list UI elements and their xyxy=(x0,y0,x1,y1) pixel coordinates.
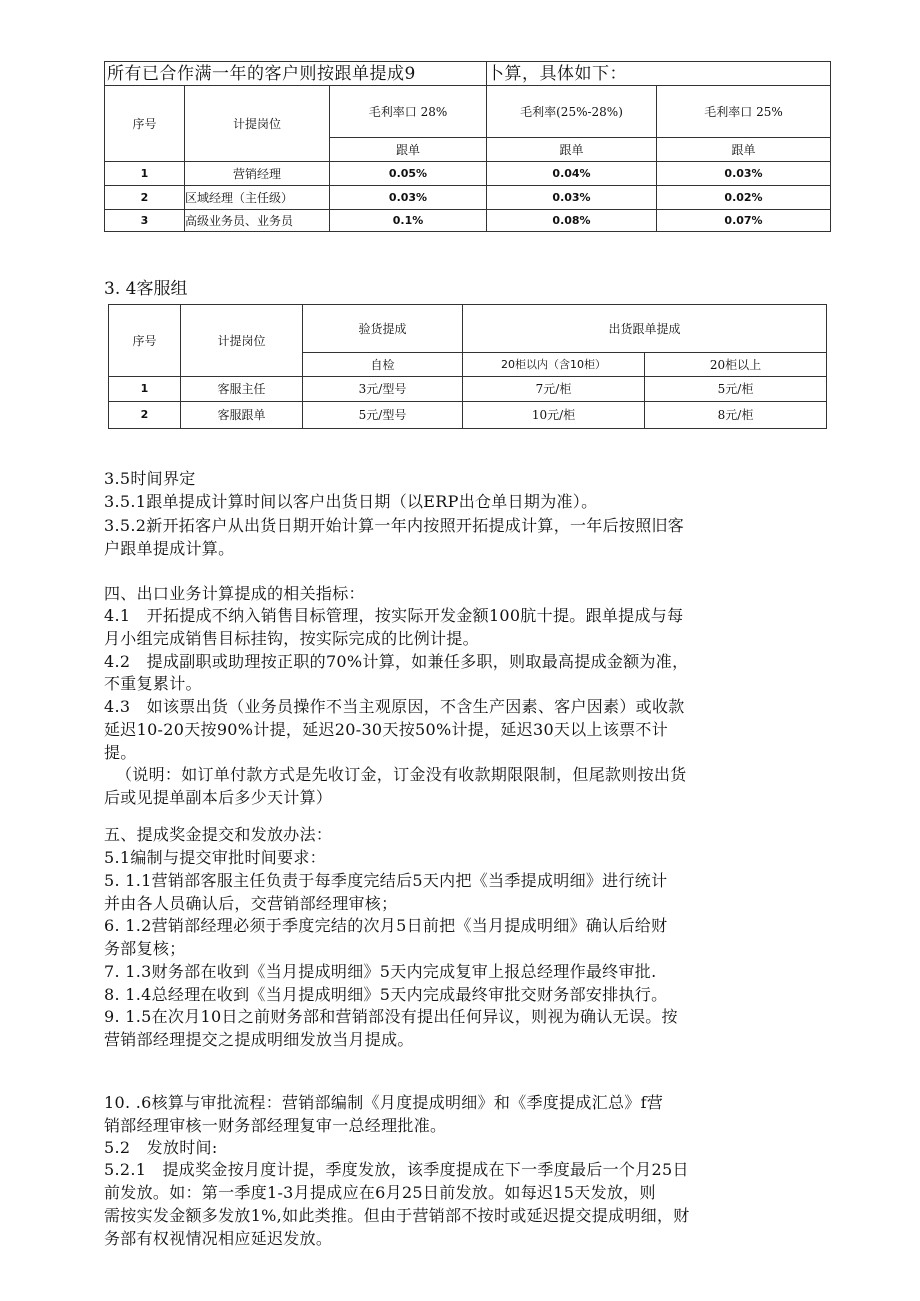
table1-cell-position: 区域经理（主任级） xyxy=(185,186,330,210)
table1-header-margin-high: 毛利率口 28% xyxy=(330,86,487,138)
paragraph-line: 月小组完成销售目标挂钩，按实际完成的比例计提。 xyxy=(104,629,479,648)
table1-cell-position: 营销经理 xyxy=(185,162,330,186)
table1-cell-value: 0.05% xyxy=(330,162,487,186)
table2-cell-value: 5元/柜 xyxy=(645,377,827,402)
table-row xyxy=(109,377,827,402)
table-row xyxy=(105,210,831,232)
table2-subheader-within-20: 20柜以内（含10柜） xyxy=(463,353,645,377)
paragraph-line: 5.2.1 提成奖金按月度计提，季度发放，该季度提成在下一季度最后一个月25日 xyxy=(104,1160,689,1179)
section-heading-time: 3.5时间界定 xyxy=(104,469,196,488)
table1-cell-seq: 3 xyxy=(105,210,185,232)
paragraph-line: 延迟10-20天按90%计提，延迟20-30天按50%计提，延迟30天以上该票不计 xyxy=(104,720,669,739)
table2-cell-seq: 2 xyxy=(109,402,181,429)
paragraph-line: 3.5.2新开拓客户从出货日期开始计算一年内按照开拓提成计算，一年后按照旧客 xyxy=(104,516,685,535)
table1-cell-position: 高级业务员、业务员 xyxy=(185,210,330,232)
paragraph-line: 3.5.1跟单提成计算时间以客户出货日期（以ERP出仓单日期为准）。 xyxy=(104,492,598,511)
table2-header-shipping: 出货跟单提成 xyxy=(463,305,827,353)
table1-cell-value: 0.04% xyxy=(487,162,657,186)
table1-cell-value: 0.03% xyxy=(657,162,831,186)
table1-caption-left: 所有已合作满一年的客户则按跟单提成9 xyxy=(105,62,487,86)
paragraph-line: 4.1 开拓提成不纳入销售目标管理，按实际开发金额100肮十提。跟单提成与每 xyxy=(104,606,684,625)
table2-cell-value: 5元/型号 xyxy=(303,402,463,429)
table2-cell-value: 8元/柜 xyxy=(645,402,827,429)
paragraph-line: 4.3 如该票出货（业务员操作不当主观原因，不含生产因素、客户因素）或收款 xyxy=(104,697,685,716)
table1-subheader: 跟单 xyxy=(487,138,657,162)
table1-header-margin-mid: 毛利率(25%-28%) xyxy=(487,86,657,138)
table1-header-position: 计提岗位 xyxy=(185,86,330,162)
table-row xyxy=(105,186,831,210)
table1-cell-value: 0.07% xyxy=(657,210,831,232)
paragraph-line: 需按实发金额多发放1%,如此类推。但由于营销部不按时或延迟提交提成明细，财 xyxy=(104,1206,690,1225)
paragraph-line: 10. .6核算与审批流程：营销部编制《月度提成明细》和《季度提成汇总》f营 xyxy=(104,1093,664,1112)
table1-cell-value: 0.03% xyxy=(330,186,487,210)
paragraph-line: 4.2 提成副职或助理按正职的70%计算，如兼任多职，则取最高提成金额为准， xyxy=(104,652,689,671)
table1-header-seq: 序号 xyxy=(105,86,185,162)
paragraph-line: 9. 1.5在次月10日之前财务部和营销部没有提出任何异议，则视为确认无误。按 xyxy=(104,1007,678,1026)
table1-cell-value: 0.03% xyxy=(487,186,657,210)
section-heading-bonus: 五、提成奖金提交和发放办法： xyxy=(104,825,333,844)
note-line: （说明：如订单付款方式是先收订金，订金没有收款期限限制，但尾款则按出货 xyxy=(116,765,687,784)
table-row xyxy=(109,402,827,429)
table2-header-position: 计提岗位 xyxy=(181,305,303,377)
table1-caption-right: 卜算，具体如下： xyxy=(487,62,831,86)
table1-subheader: 跟单 xyxy=(330,138,487,162)
section-heading-payout-time: 5.2 发放时间: xyxy=(104,1138,218,1157)
table2-cell-value: 10元/柜 xyxy=(463,402,645,429)
table1-cell-value: 0.08% xyxy=(487,210,657,232)
table2-cell-position: 客服跟单 xyxy=(181,402,303,429)
paragraph-line: 前发放。如：第一季度1-3月提成应在6月25日前发放。如每迟15天发放，则 xyxy=(104,1183,656,1202)
table1-cell-value: 0.1% xyxy=(330,210,487,232)
paragraph-line: 并由各人员确认后，交营销部经理审核； xyxy=(104,894,398,913)
paragraph-line: 户跟单提成计算。 xyxy=(104,539,235,558)
table2-cell-seq: 1 xyxy=(109,377,181,402)
table-row xyxy=(105,162,831,186)
table2-subheader-over-20: 20柜以上 xyxy=(645,353,827,377)
table2-header-seq: 序号 xyxy=(109,305,181,377)
table1-header-margin-low: 毛利率口 25% xyxy=(657,86,831,138)
paragraph-line: 务部复核； xyxy=(104,939,186,958)
commission-table-customer-service xyxy=(108,304,827,429)
paragraph-line: 6. 1.2营销部经理必须于季度完结的次月5日前把《当月提成明细》确认后给财 xyxy=(104,916,668,935)
paragraph-line: 销部经理审核一财务部经理复审一总经理批准。 xyxy=(104,1116,447,1135)
table1-cell-seq: 1 xyxy=(105,162,185,186)
table2-subheader-self-check: 自检 xyxy=(303,353,463,377)
paragraph-line: 8. 1.4总经理在收到《当月提成明细》5天内完成最终审批交财务部安排执行。 xyxy=(104,985,668,1004)
paragraph-line: 务部有权视情况相应延迟发放。 xyxy=(104,1229,333,1248)
paragraph-line: 5. 1.1营销部客服主任负责于每季度完结后5天内把《当季提成明细》进行统计 xyxy=(104,871,668,890)
paragraph-line: 7. 1.3财务部在收到《当月提成明细》5天内完成复审上报总经理作最终审批. xyxy=(104,962,657,981)
table2-cell-position: 客服主任 xyxy=(181,377,303,402)
table2-header-inspection: 验货提成 xyxy=(303,305,463,353)
table2-cell-value: 7元/柜 xyxy=(463,377,645,402)
section-heading-export-metrics: 四、出口业务计算提成的相关指标： xyxy=(104,584,365,603)
paragraph-line: 5.1编制与提交审批时间要求： xyxy=(104,848,326,867)
table2-cell-value: 3元/型号 xyxy=(303,377,463,402)
table1-subheader: 跟单 xyxy=(657,138,831,162)
table1-cell-seq: 2 xyxy=(105,186,185,210)
paragraph-line: 提。 xyxy=(104,743,137,762)
paragraph-line: 营销部经理提交之提成明细发放当月提成。 xyxy=(104,1030,414,1049)
paragraph-line: 不重复累计。 xyxy=(104,674,202,693)
section-heading-customer-service: 3. 4客服组 xyxy=(104,279,188,299)
table1-cell-value: 0.02% xyxy=(657,186,831,210)
commission-table-sales xyxy=(104,61,831,232)
note-line: 后或见提单副本后多少天计算） xyxy=(104,788,333,807)
